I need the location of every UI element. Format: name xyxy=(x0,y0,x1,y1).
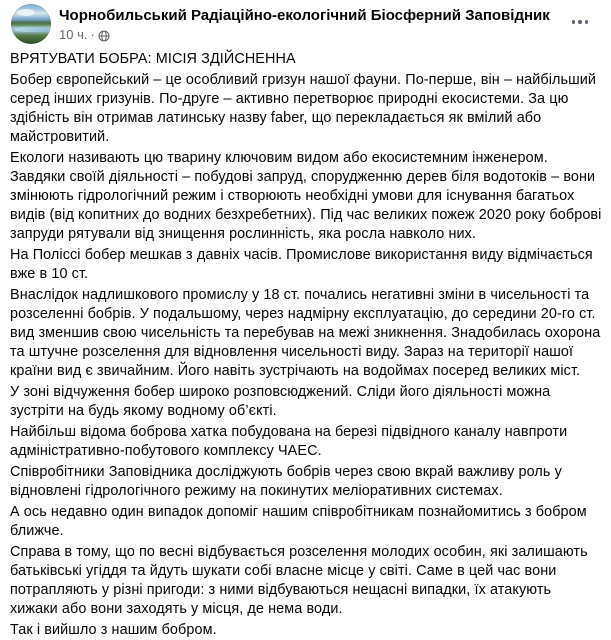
post-header-text xyxy=(59,4,601,43)
post-paragraph: Найбільш відома боброва хатка побудована на березі підвідного каналу навпроти адміністративно-побутового комплексу ЧАЕС. xyxy=(10,424,568,459)
post-paragraph: Так і вийшло з нашим бобром. xyxy=(10,622,217,638)
post-paragraph: У зоні відчуження бобер широко розповсюджений. Сліди його діяльності можна зустріти на будь якому водному об’єкті. xyxy=(10,384,551,419)
post-text xyxy=(0,44,611,640)
post-paragraph: Бобер європейський – це особливий гризун нашої фауни. По-перше, він – найбільший серед інших гризунів. По-друге – активно перетворює природні екосистеми. За цю здібність він отримав латинську назву faber, що перекладається як вмілий або майстровитий. xyxy=(10,72,597,145)
ellipsis-icon xyxy=(570,20,590,24)
meta-separator: · xyxy=(90,27,95,42)
post-paragraph: Співробітники Заповідника досліджують бобрів через свою вкрай важливу роль у відновлені гідрологічного режиму на покинутих меліоративних системах. xyxy=(10,464,562,499)
page-name-link[interactable]: Чорнобильський Радіаційно-екологічний Біосферний Заповідник xyxy=(59,7,550,24)
more-options-button[interactable] xyxy=(566,16,594,28)
post-meta xyxy=(59,27,601,43)
post-header xyxy=(0,0,611,44)
post-timestamp[interactable]: 10 ч. xyxy=(59,27,88,42)
globe-icon xyxy=(98,30,110,42)
post-paragraph: Внаслідок надлишкового промислу у 18 ст. почались негативні зміни в чисельності та розселенні бобрів. У подальшому, через надмірну експлуатацію, до середини 20-го ст. вид зменшив свою чисельність та перебував на межі зникнення. Знадобилась охорона та штучне розселення для відновлення чисельності виду. Зараз на території нашої країни вид є звичайним. Його навіть зустрічають на водоймах посеред великих міст. xyxy=(10,287,601,379)
post-paragraph: А ось недавно один випадок допоміг нашим співробітникам познайомитись з бобром ближче. xyxy=(10,504,587,539)
post-title-line: ВРЯТУВАТИ БОБРА: МІСІЯ ЗДІЙСНЕННА xyxy=(10,51,296,67)
post-paragraph: Справа в тому, що по весні відбувається розселення молодих особин, які залишають батьківські угіддя та йдуть шукати собі власне місце у світі. Саме в цей час вони потрапляють у різні пригоди: з ними відбуваються нещасні випадки, їх атакують хижаки або вони заходять у місця, де нема води. xyxy=(10,544,588,617)
post-paragraph: Екологи називають цю тварину ключовим видом або екосистемним інженером. Завдяки своїй діяльності – побудові запруд, спорудженню дерев біля водотоків – вони змінюють гідрологічний режим і створюють необхідні умови для існування багатьох видів (від копитних до водних безхребетних). Під час великих пожеж 2020 року боброві запруди рятували від знищення рослинність, яка росла навколо них. xyxy=(10,150,602,242)
page-avatar[interactable] xyxy=(11,4,51,44)
post-paragraph: На Поліссі бобер мешкав з давніх часів. Промислове використання виду відмічається вже в 10 ст. xyxy=(10,247,593,282)
